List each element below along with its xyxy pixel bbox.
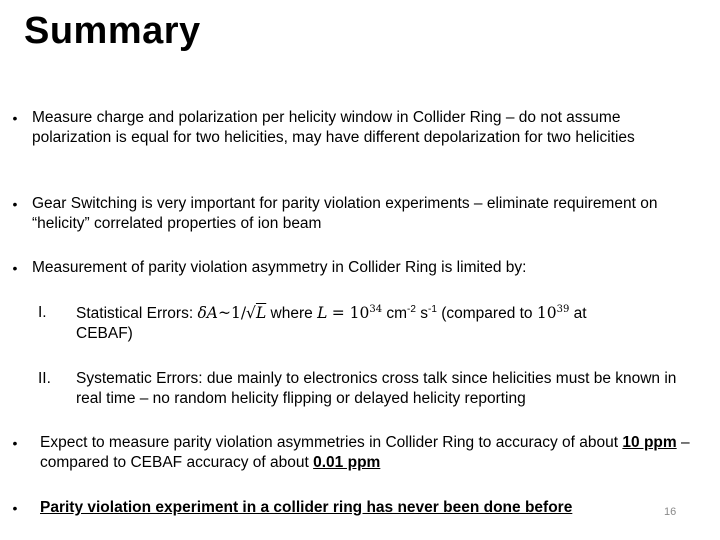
formula-l: L [255,304,267,322]
statistical-label: Statistical Errors: [76,305,194,322]
cebaf-close: CEBAF) [76,325,133,342]
sub-item-text [76,303,698,344]
units-s: s [420,305,429,322]
accuracy-value-2: 0.01 ppm [313,454,381,471]
bullet-text [40,433,715,473]
bullet-dot-icon: • [12,500,18,516]
accuracy-text-1: Expect to measure parity violation asymmetries in Collider Ring to accuracy of about [40,434,619,451]
accuracy-value-1: 10 ppm [622,434,677,451]
bullet-gear-switching [10,194,700,234]
roman-numeral: II. [38,370,51,387]
sub-item-text: Systematic Errors: due mainly to electronics cross talk since helicities must be known in real time – no random helicity flipping or delayed helicity reporting [76,370,677,407]
roman-numeral: I. [38,304,47,321]
bullet-never-done [10,498,670,518]
at-word: at [573,305,587,322]
bullet-measurement-limits [10,258,700,278]
bullet-text: Measurement of parity violation asymmetry in Collider Ring is limited by: [32,259,527,276]
bullet-charge-polarization [10,108,700,168]
units-s-exponent: -1 [428,303,437,315]
formula-delta-a: δA [197,304,218,322]
bullet-dot-icon: • [12,110,18,126]
luminosity-exponent: 34 [369,303,383,315]
units-cm: cm [386,305,408,322]
bullet-dot-icon: • [12,435,18,451]
bullet-text: Measure charge and polarization per helicity window in Collider Ring – do not assume polarization is equal for two helicities, may have different depolarization for two helicities [32,109,635,146]
luminosity-value: = 10 [331,304,370,322]
bullet-expected-accuracy [10,433,715,473]
slide-title: Summary [24,10,201,52]
where-word: where [270,305,313,322]
luminosity-var: L [317,304,328,322]
units-cm-exponent: -2 [407,303,416,315]
formula-inverse-root: ~1/√ [217,304,256,322]
sub-item-systematic-errors [38,369,698,411]
bullet-dot-icon: • [12,196,18,212]
compare-text: (compared to [441,305,533,322]
accuracy-text-2: – compared to CEBAF accuracy of about [40,434,690,471]
page-number: 16 [664,506,677,518]
sub-item-statistical-errors [38,303,698,345]
bullet-text: Parity violation experiment in a collider ring has never been done before [40,499,573,516]
bullet-dot-icon: • [12,260,18,276]
bullet-text: Gear Switching is very important for parity violation experiments – eliminate requirement on “helicity” correlated properties of ion beam [32,195,658,232]
cebaf-exponent: 39 [556,303,570,315]
cebaf-luminosity: 10 [536,304,557,322]
